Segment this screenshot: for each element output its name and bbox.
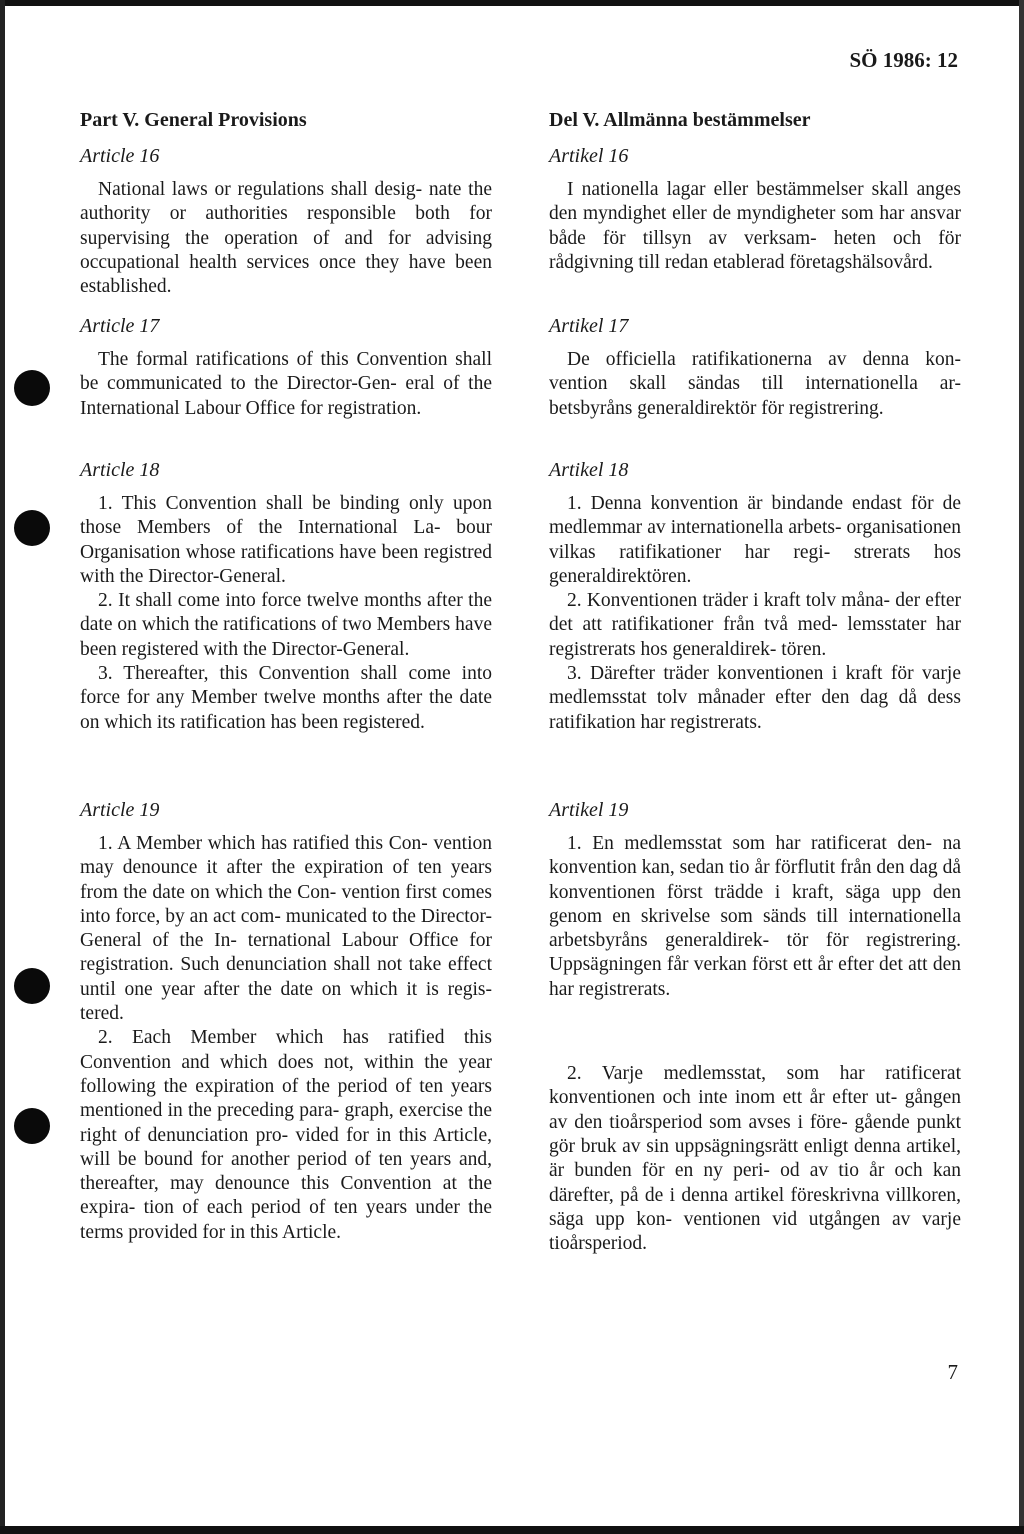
scan-border-top bbox=[0, 0, 1024, 6]
artikel-19 bbox=[549, 798, 961, 1256]
article-heading: Artikel 17 bbox=[549, 315, 629, 337]
article-17 bbox=[80, 314, 492, 421]
article-paragraph: 1. A Member which has ratified this Con- vention may denounce it after the expiration of ten years from the date on which the Con- vention first comes into force, by an act com- municated to the Director-General of the In- ternational Labour Office for registration. Such denunciation shall not take effect until one year after the date on which it is regis- tered. bbox=[80, 833, 492, 1025]
scan-border-left bbox=[0, 0, 5, 1534]
article-heading: Article 17 bbox=[80, 315, 160, 337]
part-title: Del V. Allmänna bestämmelser bbox=[549, 109, 811, 131]
page-number: 7 bbox=[947, 1360, 958, 1384]
article-18 bbox=[80, 458, 492, 735]
article-paragraph: 2. Varje medlemsstat, som har ratificerat konventionen och inte inom ett år efter ut- gången av den tioårsperiod som avses i före- gående punkt gör bruk av sin uppsägningsrätt enligt denna artikel, är bunden för en ny peri- od av tio år och kan därefter, på de i denna artikel föreskrivna villkoren, säga upp kon- ventionen vid utgången av varje tioårsperiod. bbox=[549, 1063, 961, 1255]
article-paragraph: De officiella ratifikationerna av denna kon- vention skall sändas till internationella ar- betsbyråns generaldirektör för registrering. bbox=[549, 349, 961, 419]
scan-border-right bbox=[1019, 0, 1024, 1534]
article-heading: Artikel 19 bbox=[549, 799, 629, 821]
artikel-18 bbox=[549, 458, 961, 735]
article-heading: Article 19 bbox=[80, 799, 160, 821]
article-paragraph: 1. This Convention shall be binding only upon those Members of the International La- bour Organisation whose ratifications have been registred with the Director-General. bbox=[80, 493, 492, 587]
del-v-section bbox=[549, 108, 961, 275]
article-heading: Article 18 bbox=[80, 459, 160, 481]
article-paragraph: National laws or regulations shall desig- nate the authority or authorities responsible both for supervising the operation of and for advising occupational health services once they have been established. bbox=[80, 179, 492, 298]
article-paragraph: The formal ratifications of this Convention shall be communicated to the Director-Gen- eral of the International Labour Office for registration. bbox=[80, 349, 492, 419]
article-heading: Article 16 bbox=[80, 145, 160, 167]
punch-hole bbox=[14, 968, 50, 1004]
punch-hole bbox=[14, 370, 50, 406]
article-paragraph: 1. En medlemsstat som har ratificerat den- na konvention kan, sedan tio år förflutit från den dag då konventionen först trädde i kraft, säga upp den genom en skrivelse som sänds till internationella arbetsbyråns generaldirek- tör för registrering. Uppsägningen får verkan först ett år efter det att den har registrerats. bbox=[549, 833, 961, 1000]
article-paragraph: 2. Each Member which has ratified this Convention and which does not, within the year following the expiration of the period of ten years mentioned in the preceding para- graph, exercise the right of denunciation pro- vided for in this Article, will be bound for another period of ten years and, thereafter, may denounce this Convention at the expira- tion of each period of ten years under the terms provided for in this Article. bbox=[80, 1027, 492, 1243]
article-paragraph: I nationella lagar eller bestämmelser skall anges den myndighet eller de myndigheter som har ansvar både för tillsyn av verksam- heten och för rådgivning till redan etablerad företagshälsovård. bbox=[549, 179, 961, 273]
article-heading: Artikel 16 bbox=[549, 145, 629, 167]
article-paragraph: 3. Därefter träder konventionen i kraft för varje medlemsstat tolv månader efter den dag då dess ratifikation har registrerats. bbox=[549, 663, 961, 733]
document-reference: SÖ 1986: 12 bbox=[849, 48, 958, 72]
article-paragraph: 2. Konventionen träder i kraft tolv måna- der efter det att ratifikationer från två med- lemsstater har registrerats hos generaldirek- tören. bbox=[549, 590, 961, 660]
article-heading: Artikel 18 bbox=[549, 459, 629, 481]
scan-border-bottom bbox=[0, 1526, 1024, 1534]
punch-hole bbox=[14, 1108, 50, 1144]
article-paragraph: 1. Denna konvention är bindande endast för de medlemmar av internationella arbets- organisationen vilkas ratifikationer har regi- strerats hos generaldirektören. bbox=[549, 493, 961, 587]
article-paragraph: 2. It shall come into force twelve months after the date on which the ratifications of two Members have been registered with the Director-General. bbox=[80, 590, 492, 660]
part-v-section bbox=[80, 108, 492, 299]
article-19 bbox=[80, 798, 492, 1245]
article-paragraph: 3. Thereafter, this Convention shall come into force for any Member twelve months after the date on which its ratification has been registered. bbox=[80, 663, 492, 733]
part-title: Part V. General Provisions bbox=[80, 109, 307, 131]
punch-hole bbox=[14, 510, 50, 546]
artikel-17 bbox=[549, 314, 961, 421]
